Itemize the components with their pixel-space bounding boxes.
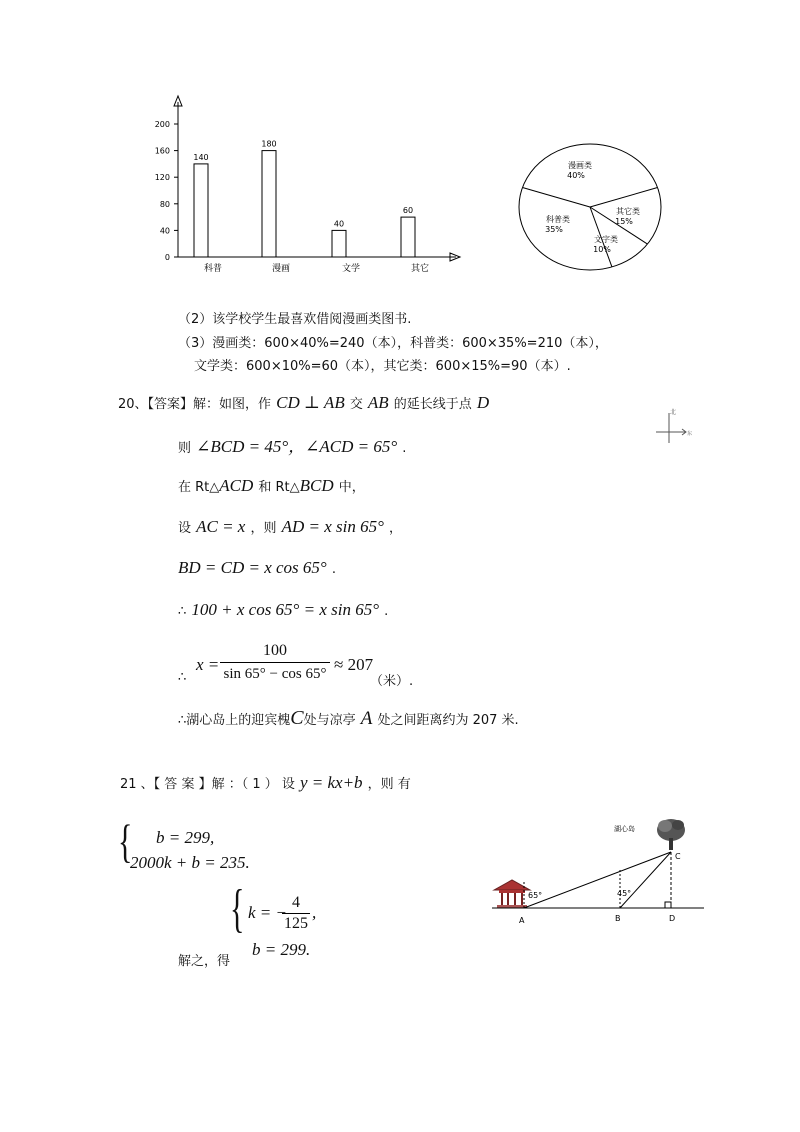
q20-frac-den: sin 65° − cos 65°	[223, 666, 327, 682]
pie-chart	[510, 142, 670, 272]
bar-3	[332, 230, 346, 257]
bar-chart	[140, 92, 470, 282]
q20-l4a: 设	[178, 521, 192, 536]
angle-45-label: 45°	[617, 889, 632, 898]
bar-2	[262, 151, 276, 257]
pavilion-icon	[494, 880, 530, 908]
point-D: D	[669, 914, 676, 923]
q20-l8d: A	[360, 708, 373, 729]
q20-frac-num: 100	[263, 642, 287, 659]
q21-sys2: 2000k + b = 235.	[130, 853, 250, 872]
pie-slice-percent: 15%	[615, 217, 633, 226]
y-tick-label: 120	[154, 173, 170, 183]
q20-line5	[178, 558, 336, 578]
q20-l5b: .	[331, 562, 336, 577]
q20-num: 20、【答案】解：如图，作	[118, 397, 272, 412]
lake-figure	[490, 812, 710, 932]
q20-ab: AB	[367, 393, 389, 412]
q20-l3b: ACD	[219, 476, 254, 495]
q20-ext: 的延长线于点	[393, 397, 472, 412]
pie-slice-label: 文字类	[594, 235, 618, 244]
q21-sol-comma: ,	[312, 903, 317, 922]
y-tick-label: 80	[159, 199, 170, 209]
bar-4	[401, 217, 415, 257]
q20-unit: （米）.	[370, 674, 414, 689]
q20-l6c: .	[384, 604, 389, 619]
point-C: C	[675, 852, 681, 861]
q21-eq: y = kx+b	[299, 773, 363, 792]
q20-line2	[178, 432, 406, 457]
q20-l3c: 和 Rt△	[258, 480, 300, 495]
q20-approx: ≈ 207	[334, 655, 374, 674]
q20-l8c: 处与凉亭	[303, 713, 356, 728]
q20-l2b: ∠BCD = 45°，∠ACD = 65°	[196, 437, 398, 456]
bar-value-label: 60	[402, 206, 414, 216]
q21-sol-b: b = 299.	[252, 940, 311, 959]
q20-l2a: 则	[178, 441, 192, 456]
q19-line2: （2）该学校学生最喜欢借阅漫画类图书.	[178, 312, 412, 327]
q21-jiezhi: 解之，得	[178, 954, 231, 969]
right-angle-mark	[665, 902, 671, 908]
line-AC	[524, 852, 671, 908]
island-label: 湖心岛	[614, 825, 635, 833]
q20-l4c: ，则	[250, 521, 277, 536]
y-tick-label: 40	[159, 226, 170, 236]
q20-l8e: 处之间距离约为 207 米.	[377, 713, 519, 728]
bar-1	[194, 164, 208, 257]
pie-slice-label: 科普类	[546, 215, 570, 224]
q20-l6b: 100 + x cos 65° = x sin 65°	[191, 600, 380, 619]
q20-l4d: AD = x sin 65°	[281, 517, 384, 536]
y-tick-label: 200	[154, 120, 170, 129]
q20-l2c: .	[402, 441, 407, 456]
q21-heading	[120, 773, 411, 793]
pie-slice-percent: 35%	[545, 225, 563, 234]
compass-north: 北	[670, 409, 677, 416]
q20-line4	[178, 517, 402, 537]
q20-l6a: ∴	[178, 604, 187, 619]
q20-jiao: 交	[349, 397, 363, 412]
pie-slice-label: 其它类	[616, 207, 640, 216]
point-B: B	[615, 914, 621, 923]
q21-sol-frac	[282, 895, 310, 932]
x-category-label: 漫画	[271, 264, 291, 274]
bar-value-label: 140	[193, 152, 209, 162]
pie-slice-percent: 40%	[567, 171, 585, 180]
q20-l5a: BD = CD = x cos 65°	[178, 558, 327, 577]
point-A: A	[519, 916, 525, 925]
q20-l8b: C	[290, 707, 304, 729]
pie-slice-label: 漫画类	[568, 161, 592, 170]
q21-head: 21 、【 答 案 】解 ：（ 1 ） 设	[120, 777, 295, 792]
q20-l4e: ，	[388, 521, 402, 536]
x-category-label: 文学	[341, 264, 361, 274]
q20-line6	[178, 600, 388, 620]
q21-sys1: b = 299,	[156, 828, 215, 847]
q20-perp: CD ⊥ AB	[276, 393, 345, 412]
x-category-label: 其它	[410, 264, 430, 274]
q20-x-eq: x =	[196, 655, 220, 674]
q19-line3b: 文学类：600×10%=60（本），其它类：600×15%=90（本）.	[194, 359, 571, 374]
y-tick-label: 0	[164, 253, 170, 262]
compass-east: 东	[687, 431, 693, 437]
q21-brace-1: {	[118, 816, 133, 868]
q21-brace-2: {	[230, 880, 245, 938]
q20-l3d: BCD	[299, 476, 334, 495]
pie-slice-percent: 10%	[593, 245, 611, 254]
y-tick-label: 160	[154, 146, 170, 156]
angle-65-label: 65°	[528, 891, 543, 900]
q20-d: D	[476, 393, 490, 412]
q20-therefore: ∴	[178, 670, 187, 685]
q21-tail: ，则 有	[367, 777, 411, 792]
bar-value-label: 40	[333, 219, 345, 229]
bar-value-label: 180	[261, 139, 277, 149]
compass-icon	[652, 405, 694, 447]
q20-fraction	[220, 642, 330, 683]
q20-l4b: AC = x	[196, 517, 246, 536]
q21-sol-k: k = −	[248, 903, 287, 922]
q20-line3	[178, 476, 365, 496]
line-BC	[620, 852, 671, 908]
q20-l3a: 在 Rt△	[178, 480, 220, 495]
q19-line3a: （3）漫画类：600×40%=240（本），科普类：600×35%=210（本），	[178, 336, 608, 351]
x-category-label: 科普	[203, 264, 223, 274]
q21-sol-num: 4	[292, 894, 300, 911]
tree-icon	[657, 819, 685, 850]
q21-sol-den: 125	[284, 915, 308, 932]
q20-l8a: ∴湖心岛上的迎宾槐	[178, 713, 291, 728]
q20-heading	[118, 393, 489, 413]
q20-line8	[178, 707, 519, 730]
q20-l3e: 中，	[338, 480, 365, 495]
